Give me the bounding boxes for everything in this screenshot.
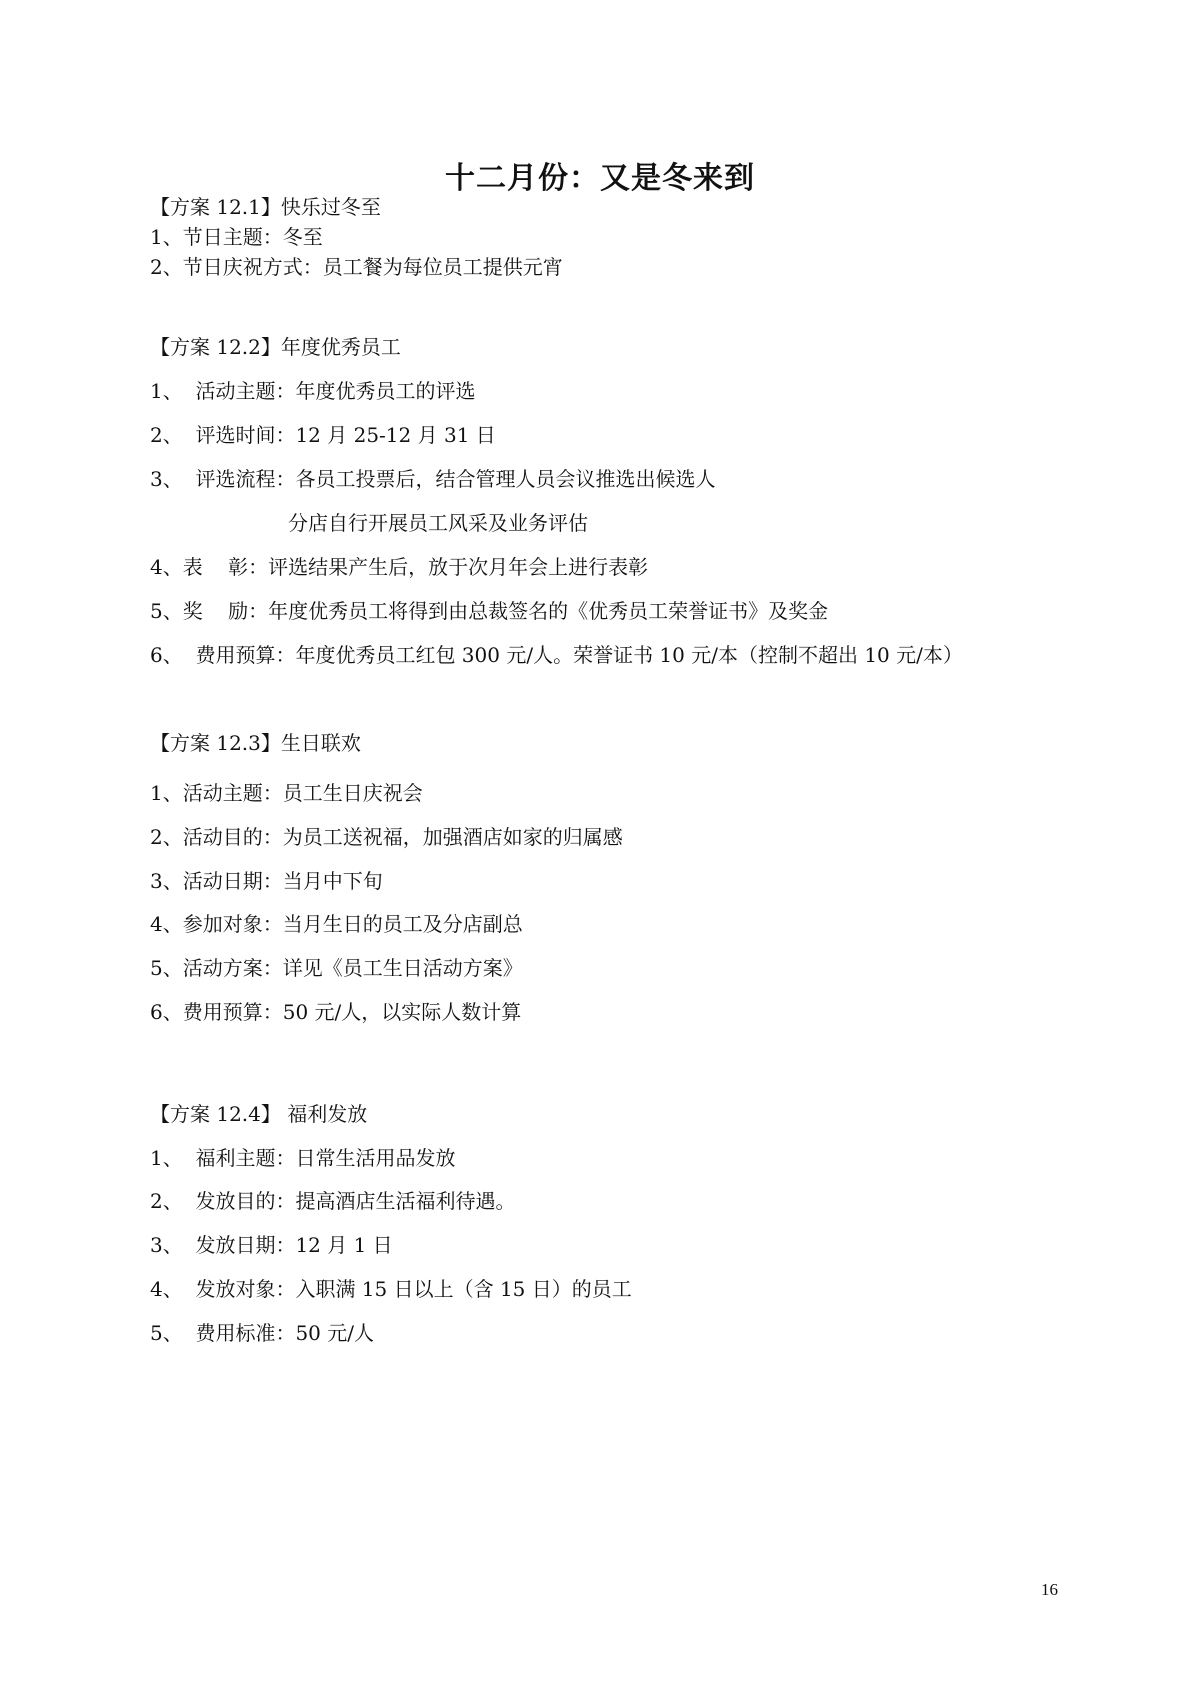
list-item: 4、 发放对象：入职满 15 日以上（含 15 日）的员工 (150, 1277, 632, 1301)
section-heading-12-4: 【方案 12.4】 福利发放 (150, 1102, 368, 1126)
list-item-continuation: 分店自行开展员工风采及业务评估 (288, 511, 588, 535)
page-number: 16 (1041, 1580, 1058, 1599)
list-item: 5、 费用标准：50 元/人 (150, 1321, 374, 1345)
list-item: 3、 发放日期：12 月 1 日 (150, 1233, 393, 1257)
section-heading-12-1: 【方案 12.1】快乐过冬至 (150, 195, 381, 219)
list-item: 3、活动日期：当月中下旬 (150, 869, 383, 893)
page-title: 十二月份：又是冬来到 (445, 161, 755, 196)
list-item: 2、活动目的：为员工送祝福，加强酒店如家的归属感 (150, 825, 623, 849)
list-item: 2、 发放目的：提高酒店生活福利待遇。 (150, 1189, 516, 1213)
list-item: 6、 费用预算：年度优秀员工红包 300 元/人。荣誉证书 10 元/本（控制不超出 10 元/本） (150, 643, 963, 667)
list-item: 2、 评选时间：12 月 25-12 月 31 日 (150, 423, 496, 447)
list-item: 1、 活动主题：年度优秀员工的评选 (150, 379, 476, 403)
list-item: 4、表 彰：评选结果产生后，放于次月年会上进行表彰 (150, 555, 649, 579)
list-item: 3、 评选流程：各员工投票后，结合管理人员会议推选出候选人 (150, 467, 716, 491)
list-item: 4、参加对象：当月生日的员工及分店副总 (150, 912, 523, 936)
list-item: 2、节日庆祝方式：员工餐为每位员工提供元宵 (150, 255, 563, 279)
list-item: 1、 福利主题：日常生活用品发放 (150, 1146, 456, 1170)
list-item: 1、活动主题：员工生日庆祝会 (150, 781, 423, 805)
list-item: 5、奖 励：年度优秀员工将得到由总裁签名的《优秀员工荣誉证书》及奖金 (150, 599, 829, 623)
list-item: 6、费用预算：50 元/人，以实际人数计算 (150, 1000, 522, 1024)
list-item: 5、活动方案：详见《员工生日活动方案》 (150, 956, 523, 980)
list-item: 1、节日主题：冬至 (150, 225, 323, 249)
section-heading-12-2: 【方案 12.2】年度优秀员工 (150, 335, 401, 359)
section-heading-12-3: 【方案 12.3】生日联欢 (150, 731, 361, 755)
